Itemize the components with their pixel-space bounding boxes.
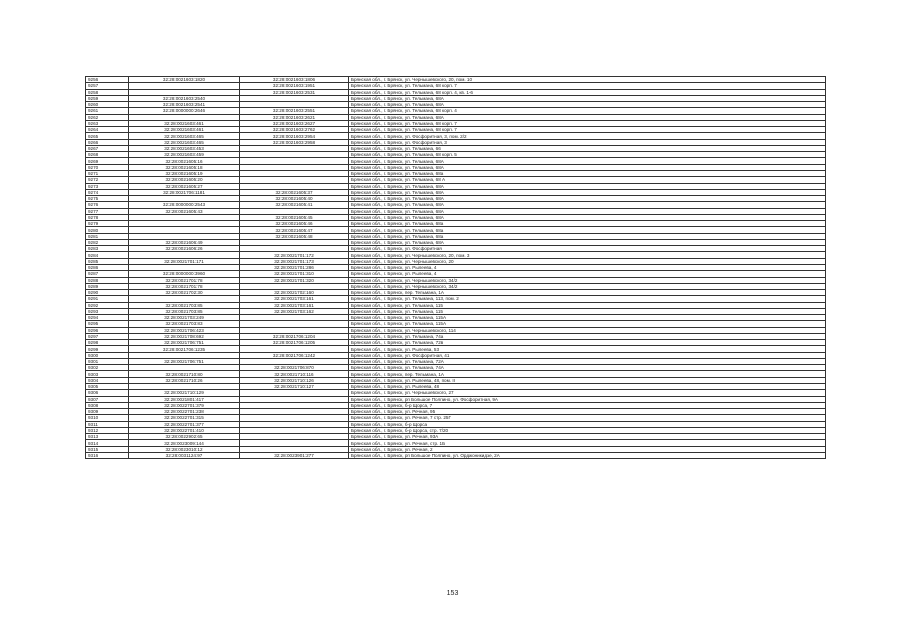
row-number: 9310: [86, 415, 129, 421]
cadastral-number-land: 32:28:0021605:18: [129, 164, 240, 170]
cadastral-number-object: 32:28:0021703:162: [240, 308, 349, 314]
cadastral-number-land: 32:28:0022701:410: [129, 427, 240, 433]
cadastral-number-object: 32:28:0021706:870: [240, 365, 349, 371]
row-number: 9309: [86, 409, 129, 415]
address: Брянская обл., г. Брянск, ул. Тельмана, 72А: [349, 358, 826, 364]
address: Брянская обл., г. Брянск, ул. Чернышевского, 34/2: [349, 283, 826, 289]
row-number: 9308: [86, 402, 129, 408]
cadastral-number-object: 32:28:0021603:1951: [240, 83, 349, 89]
row-number: 9271: [86, 170, 129, 176]
row-number: 9258: [86, 89, 129, 95]
address: Брянская обл., г. Брянск, ул. Тельмана, 68а: [349, 170, 826, 176]
row-number: 9268: [86, 152, 129, 158]
cadastral-number-land: 32:28:0021603:461: [129, 120, 240, 126]
row-number: 9281: [86, 233, 129, 239]
address: Брянская обл., г. Брянск, пер. Тельмана, 1А: [349, 371, 826, 377]
address: Брянская обл., г. Брянск, б-р Щорса: [349, 421, 826, 427]
cadastral-number-object: 32:28:0021605:46: [240, 221, 349, 227]
cadastral-number-land: 32:28:0021605:27: [129, 183, 240, 189]
cadastral-number-land: 32:28:0021603:465: [129, 133, 240, 139]
cadastral-number-object: 32:28:0021706:1204: [240, 333, 349, 339]
cadastral-number-land: 32:28:0021706:423: [129, 327, 240, 333]
row-number: 9263: [86, 120, 129, 126]
row-number: 9265: [86, 133, 129, 139]
address: Брянская обл., г. Брянск, ул. Тельмана, 68А: [349, 189, 826, 195]
cadastral-number-object: 32:28:0021605:48: [240, 233, 349, 239]
address: Брянская обл., г. Брянск, ул. Речная, 93А: [349, 434, 826, 440]
address: Брянская обл., г. Брянск, ул. Тельмана, 113, пом. 2: [349, 296, 826, 302]
row-number: 9297: [86, 333, 129, 339]
cadastral-number-object: 32:28:0023901:277: [240, 452, 349, 458]
address: Брянская обл., г. Брянск, ул. Чернышевского, 114: [349, 327, 826, 333]
address: Брянская обл., г. Брянск, ул. Тельмана, 68 А: [349, 177, 826, 183]
row-number: 9313: [86, 434, 129, 440]
cadastral-number-object: 32:28:0021701:172: [240, 252, 349, 258]
cadastral-number-object: 32:28:0021703:161: [240, 296, 349, 302]
cadastral-number-land: 32:28:0022902:65: [129, 434, 240, 440]
row-number: 9278: [86, 214, 129, 220]
row-number: 9267: [86, 145, 129, 151]
cadastral-number-land: 32:28:0021701:171: [129, 258, 240, 264]
row-number: 9316: [86, 452, 129, 458]
address: Брянская обл., г. Брянск, ул. Тельмана, 115: [349, 308, 826, 314]
address: Брянская обл., г. Брянск, ул. Фосфоритная: [349, 246, 826, 252]
address: Брянская обл., г. Брянск, ул. Тельмана, 115: [349, 302, 826, 308]
row-number: 9259: [86, 95, 129, 101]
row-number: 9287: [86, 271, 129, 277]
address: Брянская обл., г. Брянск, ул. Тельмана, 68 корп. 7: [349, 83, 826, 89]
row-number: 9300: [86, 352, 129, 358]
registry-table: [85, 76, 826, 459]
address: Брянская обл., г. Брянск, ул. Тельмана, 68А: [349, 164, 826, 170]
address: Брянская обл., г. Брянск, ул. Тельмана, 74А: [349, 365, 826, 371]
cadastral-number-land: 32:28:0021603:2540: [129, 95, 240, 101]
row-number: 9293: [86, 308, 129, 314]
address: Брянская обл., г. Брянск, ул. Тельмана, 68 корп. 4: [349, 108, 826, 114]
row-number: 9272: [86, 177, 129, 183]
cadastral-number-land: 32:28:0021706:1235: [129, 346, 240, 352]
row-number: 9312: [86, 427, 129, 433]
cadastral-number-land: 32:28:0021706:751: [129, 358, 240, 364]
address: Брянская обл., г. Брянск, ул. Чернышевского, 27: [349, 390, 826, 396]
cadastral-number-object: 32:28:0021701:173: [240, 258, 349, 264]
cadastral-number-land: 32:28:0021603:465: [129, 139, 240, 145]
address: Брянская обл., г. Брянск, ул. Тельмана, 68А: [349, 114, 826, 120]
cadastral-number-land: 32:28:0021703:85: [129, 308, 240, 314]
row-number: 9274: [86, 189, 129, 195]
row-number: 9275: [86, 196, 129, 202]
address: Брянская обл., г. Брянск, рп Большое Полпино, ул. Фосфоритная, 9А: [349, 396, 826, 402]
row-number: 9314: [86, 440, 129, 446]
cadastral-number-land: 32:28:0000000:2543: [129, 202, 240, 208]
address: Брянская обл., г. Брянск, ул. Фосфоритная, 3: [349, 139, 826, 145]
cadastral-number-land: 32:28:0031124:97: [129, 452, 240, 458]
registry-body: [86, 77, 826, 459]
cadastral-number-land: 32:28:0022701:379: [129, 402, 240, 408]
cadastral-number-land: 32:28:0021605:20: [129, 177, 240, 183]
cadastral-number-object: 32:28:0021603:2531: [240, 89, 349, 95]
row-number: 9260: [86, 102, 129, 108]
cadastral-number-land: 32:28:0021603:453: [129, 145, 240, 151]
cadastral-number-land: 32:28:0021708:692: [129, 333, 240, 339]
row-number: 9305: [86, 384, 129, 390]
address: Брянская обл., г. Брянск, ул. Рылеева, 53: [349, 346, 826, 352]
cadastral-number-land: 32:28:0021603:1820: [129, 77, 240, 83]
address: Брянская обл., г. Брянск, ул. Фосфоритная, 3, пом. 2/2: [349, 133, 826, 139]
address: Брянская обл., г. Брянск, ул. Рылеева, 4: [349, 271, 826, 277]
row-number: 9290: [86, 290, 129, 296]
address: Брянская обл., г. Брянск, ул. Тельмана, 68А: [349, 102, 826, 108]
row-number: 9303: [86, 371, 129, 377]
address: Брянская обл., г. Брянск, ул. Рылеева, 48, пом. II: [349, 377, 826, 383]
cadastral-number-land: 32:28:0000000:2646: [129, 108, 240, 114]
address: Брянская обл., г. Брянск, рп Большое Полпино, ул. Орджоникидзе, 2А: [349, 452, 826, 458]
address: Брянская обл., г. Брянск, ул. Чернышевского, 20, пом. 10: [349, 77, 826, 83]
cadastral-number-land: 32:28:0022701:315: [129, 415, 240, 421]
address: Брянская обл., г. Брянск, ул. Чернышевского, 20, пом. 3: [349, 252, 826, 258]
address: Брянская обл., г. Брянск, ул. Тельмана, 68 корп. 4, кв. 1-6: [349, 89, 826, 95]
row-number: 9301: [86, 358, 129, 364]
row-number: 9266: [86, 139, 129, 145]
cadastral-number-land: 32:28:0021603:2541: [129, 102, 240, 108]
row-number: 9299: [86, 346, 129, 352]
cadastral-number-object: 32:28:0021706:1242: [240, 352, 349, 358]
address: Брянская обл., г. Брянск, ул. Тельмана, 68А: [349, 158, 826, 164]
cadastral-number-land: 32:28:0021606:49: [129, 239, 240, 245]
cadastral-number-land: 32:28:0021706:1181: [129, 189, 240, 195]
row-number: 9286: [86, 264, 129, 270]
cadastral-number-land: 32:28:0021710:129: [129, 390, 240, 396]
row-number: 9294: [86, 315, 129, 321]
address: Брянская обл., г. Брянск, ул. Тельмана, 72в: [349, 340, 826, 346]
row-number: 9282: [86, 239, 129, 245]
row-number: 9283: [86, 246, 129, 252]
row-number: 9307: [86, 396, 129, 402]
cadastral-number-object: 32:28:0021605:45: [240, 214, 349, 220]
cadastral-number-object: 32:28:0021603:2627: [240, 120, 349, 126]
cadastral-number-land: 32:28:0021703:249: [129, 315, 240, 321]
address: Брянская обл., г. Брянск, ул. Речная, стр. 1Б: [349, 440, 826, 446]
cadastral-number-object: 32:28:0021706:1205: [240, 340, 349, 346]
address: Брянская обл., г. Брянск, пер. Тельмана, 1А: [349, 290, 826, 296]
row-number: 9264: [86, 127, 129, 133]
address: Брянская обл., г. Брянск, ул. Тельмана, 74а: [349, 333, 826, 339]
row-number: 9302: [86, 365, 129, 371]
row-number: 9298: [86, 340, 129, 346]
address: Брянская обл., г. Брянск, ул. Тельмана, 68А: [349, 239, 826, 245]
address: Брянская обл., г. Брянск, ул. Тельмана, 68 корп. 5: [349, 152, 826, 158]
row-number: 9311: [86, 421, 129, 427]
cadastral-number-object: 32:28:0021603:2551: [240, 108, 349, 114]
row-number: 9296: [86, 327, 129, 333]
cadastral-number-land: 32:28:0022701:238: [129, 409, 240, 415]
row-number: 9292: [86, 302, 129, 308]
address: Брянская обл., г. Брянск, ул. Тельмана, 68А: [349, 202, 826, 208]
cadastral-number-object: 32:28:0021603:2958: [240, 139, 349, 145]
cadastral-number-object: 32:28:0021702:160: [240, 290, 349, 296]
cadastral-number-object: 32:28:0021701:286: [240, 264, 349, 270]
cadastral-number-land: 32:28:0023010:12: [129, 446, 240, 452]
cadastral-number-land: 32:28:0021603:459: [129, 152, 240, 158]
address: Брянская обл., г. Брянск, ул. Чернышевского, 34/2: [349, 277, 826, 283]
cadastral-number-object: 32:28:0021605:40: [240, 196, 349, 202]
address: Брянская обл., г. Брянск, б-р Щорса, стр. 7/20: [349, 427, 826, 433]
address: Брянская обл., г. Брянск, ул. Тельмана, 115А: [349, 315, 826, 321]
address: Брянская обл., г. Брянск, ул. Речная, 7 стр. 25Г: [349, 415, 826, 421]
row-number: 9280: [86, 227, 129, 233]
cadastral-number-object: 32:28:0021603:1806: [240, 77, 349, 83]
row-number: 9304: [86, 377, 129, 383]
cadastral-number-object: 32:28:0021603:2762: [240, 127, 349, 133]
row-number: 9270: [86, 164, 129, 170]
cadastral-number-land: 32:28:0021606:26: [129, 246, 240, 252]
address: Брянская обл., г. Брянск, ул. Тельмана, 68 корп. 7: [349, 127, 826, 133]
cadastral-number-object: 32:28:0021605:47: [240, 227, 349, 233]
row-number: 9262: [86, 114, 129, 120]
cadastral-number-land: 32:28:0021702:30: [129, 290, 240, 296]
row-number: 9288: [86, 277, 129, 283]
cadastral-number-object: 32:28:0021605:37: [240, 189, 349, 195]
cadastral-number-object: 32:28:0021603:2621: [240, 114, 349, 120]
address: Брянская обл., г. Брянск, ул. Тельмана, 68А: [349, 196, 826, 202]
cadastral-number-land: 32:28:0023009:144: [129, 440, 240, 446]
row-number: 9284: [86, 252, 129, 258]
row-number: 9256: [86, 77, 129, 83]
address: Брянская обл., г. Брянск, ул. Тельмана, 115А: [349, 321, 826, 327]
cadastral-number-land: 32:28:0021710:26: [129, 377, 240, 383]
row-number: 9277: [86, 208, 129, 214]
cadastral-number-land: 32:28:0021801:417: [129, 396, 240, 402]
address: Брянская обл., г. Брянск, ул. Тельмана, 68А: [349, 214, 826, 220]
page-number: 153: [446, 590, 459, 597]
cadastral-number-land: 32:28:0021603:461: [129, 127, 240, 133]
address: Брянская обл., г. Брянск, ул. Фосфоритная, 41: [349, 352, 826, 358]
row-number: 9315: [86, 446, 129, 452]
row-number: 9291: [86, 296, 129, 302]
address: Брянская обл., г. Брянск, ул. Тельмана, 68 корп. 7: [349, 120, 826, 126]
row-number: 9269: [86, 158, 129, 164]
cadastral-number-object: 32:28:0021701:310: [240, 271, 349, 277]
address: Брянская обл., г. Брянск, ул. Тельмана, 68А: [349, 183, 826, 189]
address: Брянская обл., г. Брянск, ул. Речная, 2: [349, 446, 826, 452]
address: Брянская обл., г. Брянск, ул. Тельмана, 68а: [349, 221, 826, 227]
cadastral-number-object: 32:28:0021703:161: [240, 302, 349, 308]
cadastral-number-object: 32:28:0021605:41: [240, 202, 349, 208]
cadastral-number-object: 32:28:0021701:320: [240, 277, 349, 283]
cadastral-number-land: 32:28:0021706:751: [129, 340, 240, 346]
cadastral-number-object: 32:28:0021710:127: [240, 384, 349, 390]
address: Брянская обл., г. Брянск, ул. Тельмана, 68А: [349, 95, 826, 101]
cadastral-number-land: 32:28:0021703:85: [129, 302, 240, 308]
row-number: 9273: [86, 183, 129, 189]
address: Брянская обл., г. Брянск, ул. Рылеева, 4: [349, 264, 826, 270]
cadastral-number-land: 32:28:0021605:19: [129, 170, 240, 176]
cadastral-number-land: 32:28:0000000:3960: [129, 271, 240, 277]
row-number: 9276: [86, 202, 129, 208]
cadastral-number-land: 32:28:0021710:80: [129, 371, 240, 377]
row-number: 9306: [86, 390, 129, 396]
address: Брянская обл., г. Брянск, ул. Тельмана, 68А: [349, 208, 826, 214]
cadastral-number-land: 32:28:0021701:78: [129, 283, 240, 289]
row-number: 9285: [86, 258, 129, 264]
address: Брянская обл., г. Брянск, б-р Щорса, 7: [349, 402, 826, 408]
cadastral-number-land: 32:28:0021703:83: [129, 321, 240, 327]
row-number: 9279: [86, 221, 129, 227]
cadastral-number-object: 32:28:0021710:116: [240, 371, 349, 377]
table-row: [86, 452, 826, 458]
address: Брянская обл., г. Брянск, ул. Тельмана, 66: [349, 145, 826, 151]
row-number: 9295: [86, 321, 129, 327]
address: Брянская обл., г. Брянск, ул. Рылеева, 48: [349, 384, 826, 390]
address: Брянская обл., г. Брянск, ул. Тельмана, 68а: [349, 233, 826, 239]
cadastral-number-land: 32:28:0021605:16: [129, 158, 240, 164]
cadastral-number-land: 32:28:0021701:78: [129, 277, 240, 283]
cadastral-number-object: 32:28:0021710:126: [240, 377, 349, 383]
cadastral-number-land: 32:28:0022701:377: [129, 421, 240, 427]
address: Брянская обл., г. Брянск, ул. Тельмана, 68а: [349, 227, 826, 233]
cadastral-number-land: 32:28:0021605:43: [129, 208, 240, 214]
row-number: 9289: [86, 283, 129, 289]
row-number: 9261: [86, 108, 129, 114]
row-number: 9257: [86, 83, 129, 89]
address: Брянская обл., г. Брянск, ул. Чернышевского, 20: [349, 258, 826, 264]
address: Брянская обл., г. Брянск, ул. Речная, 95: [349, 409, 826, 415]
cadastral-number-object: 32:28:0021603:2954: [240, 133, 349, 139]
